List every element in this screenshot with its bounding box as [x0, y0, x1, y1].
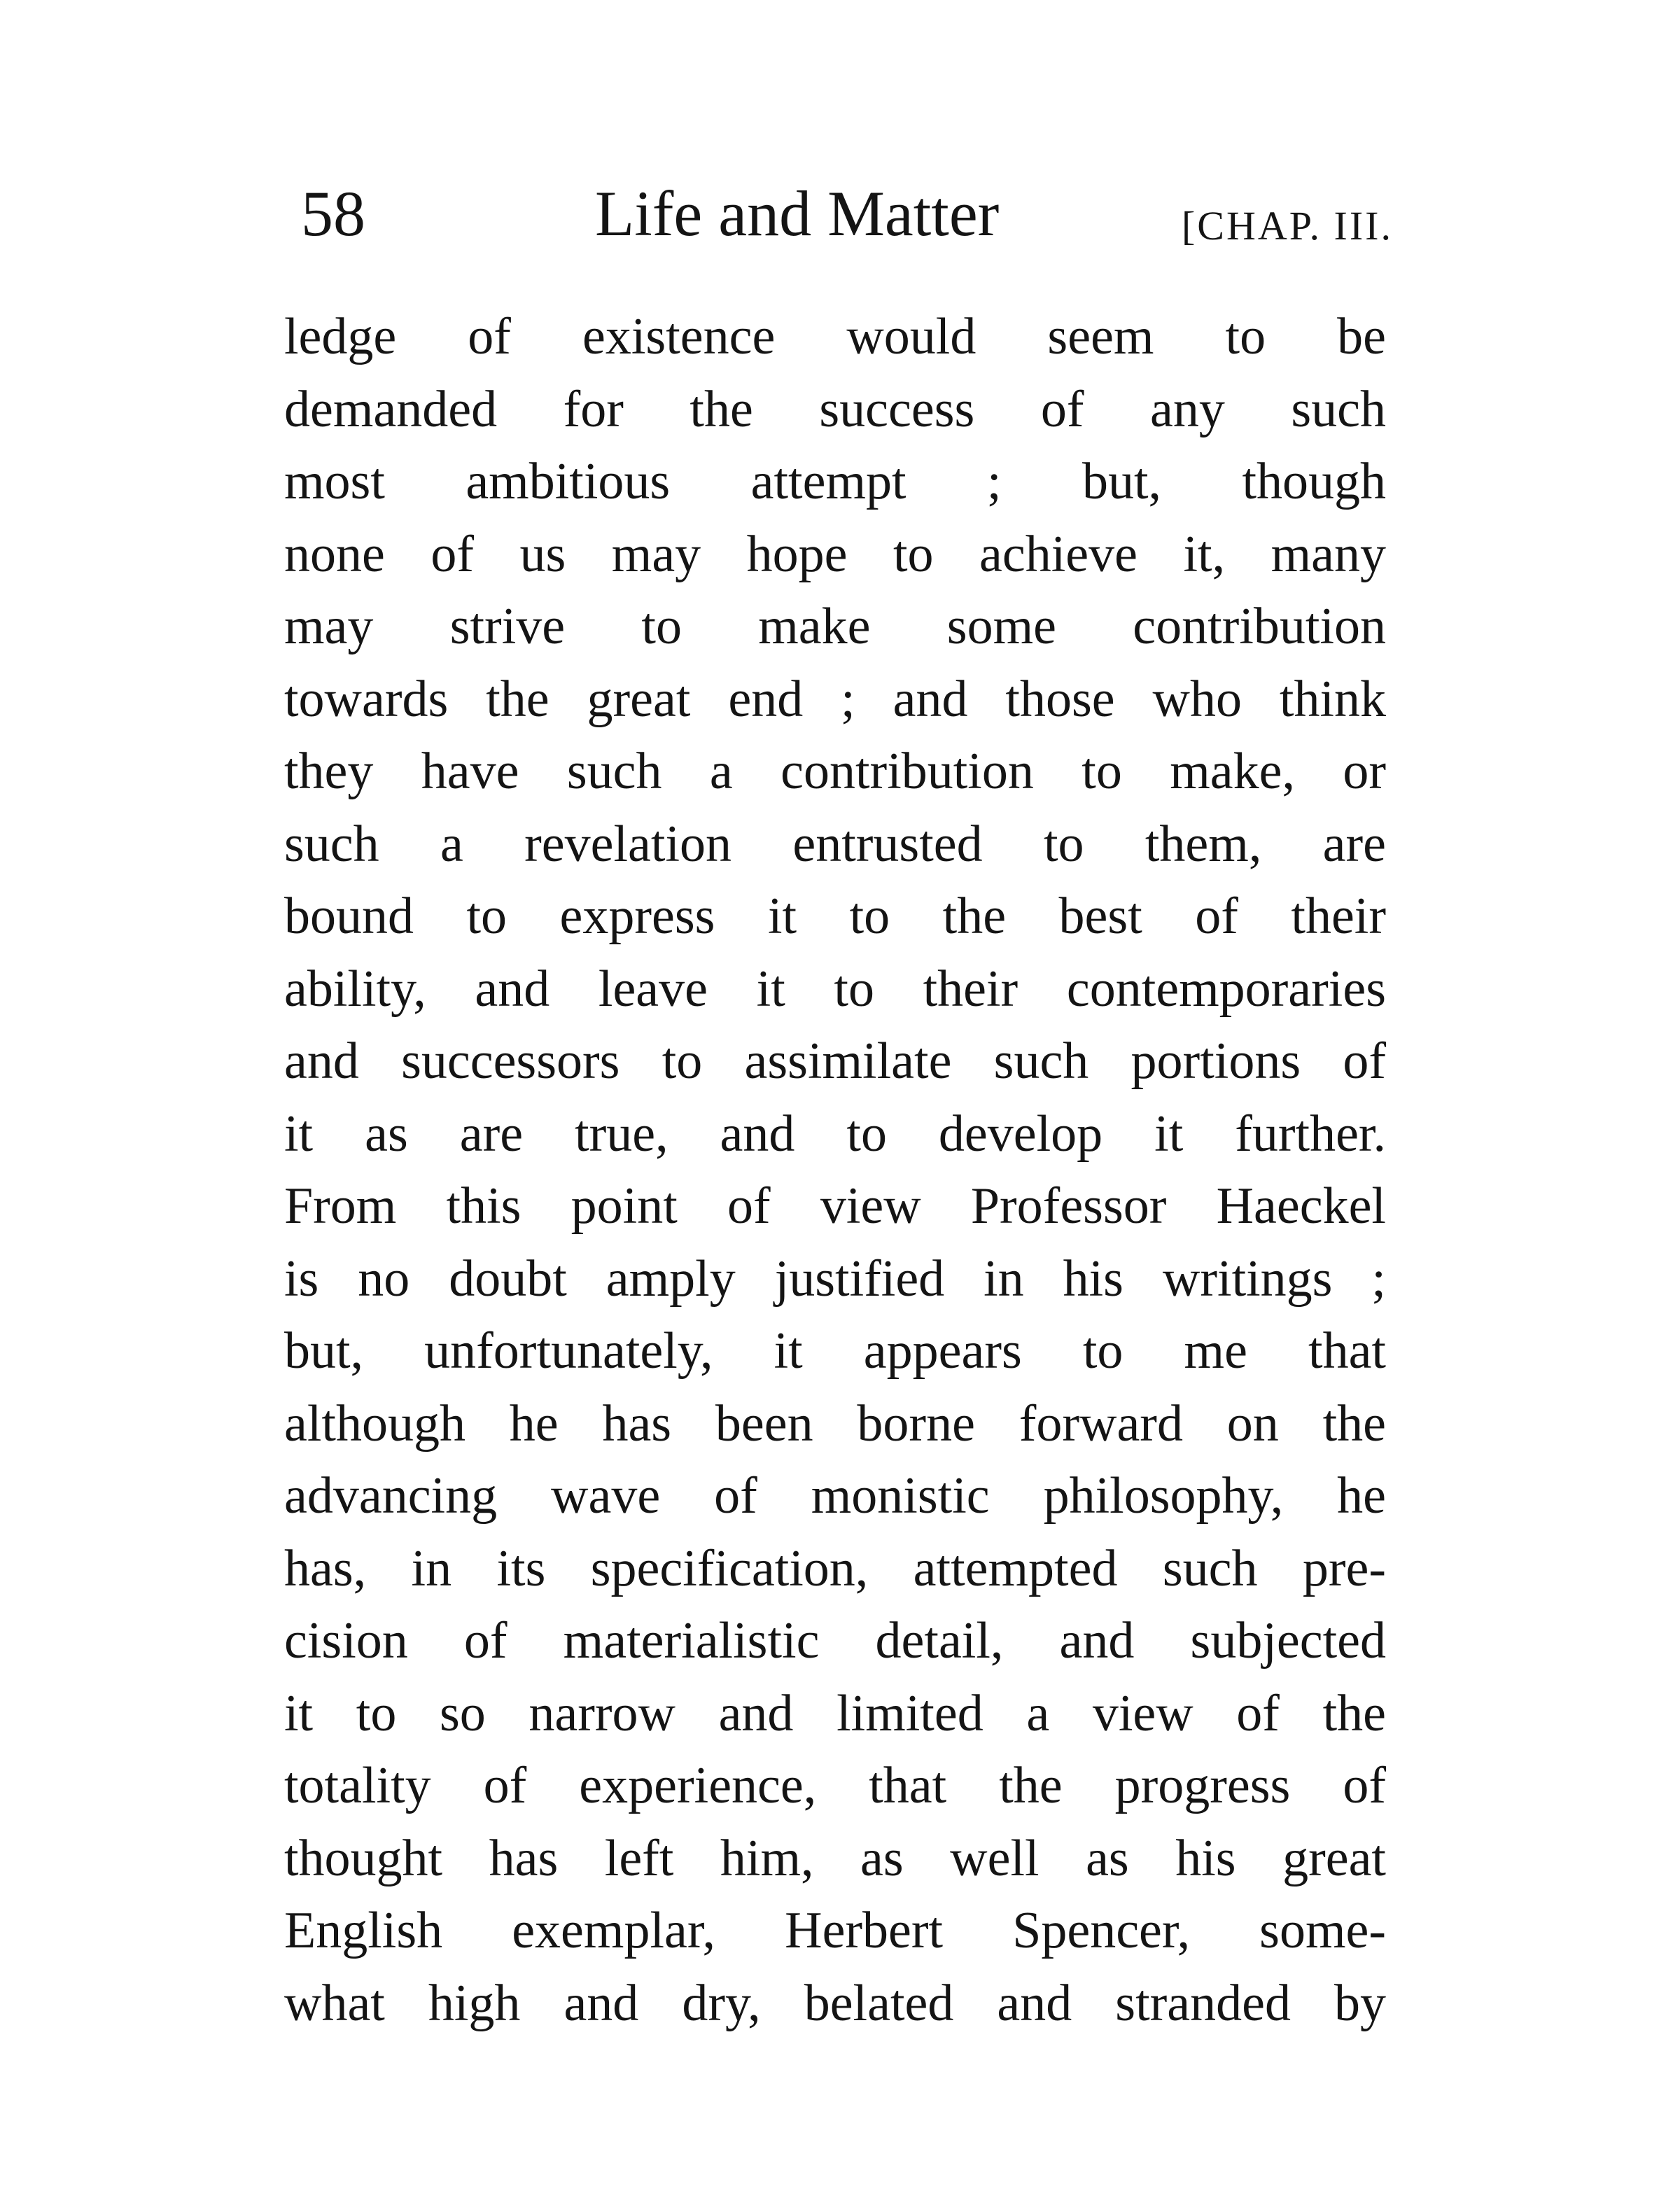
text-line: most ambitious attempt ; but, though	[284, 453, 1386, 510]
text-line: cision of materialistic detail, and subjected	[284, 1612, 1386, 1670]
text-line: From this point of view Professor Haeckel	[284, 1177, 1386, 1235]
text-line: such a revelation entrusted to them, are	[284, 815, 1386, 873]
text-line: ledge of existence would seem to be	[284, 308, 1386, 365]
text-line: none of us may hope to achieve it, many	[284, 525, 1386, 583]
text-line: may strive to make some contribution	[284, 598, 1386, 655]
text-line: towards the great end ; and those who think	[284, 670, 1386, 728]
page-header	[280, 175, 1393, 252]
text-line: what high and dry, belated and stranded by	[284, 1974, 1386, 2032]
text-line: is no doubt amply justified in his writings ;	[284, 1250, 1386, 1308]
text-line: advancing wave of monistic philosophy, he	[284, 1467, 1386, 1525]
text-line: thought has left him, as well as his great	[284, 1829, 1386, 1887]
body-text	[284, 301, 1386, 2040]
text-line: they have such a contribution to make, or	[284, 743, 1386, 800]
text-line: has, in its specification, attempted such pre-	[284, 1539, 1386, 1597]
text-line: English exemplar, Herbert Spencer, some-	[284, 1902, 1386, 1959]
text-line: it to so narrow and limited a view of the	[284, 1684, 1386, 1742]
page-number: 58	[301, 178, 365, 249]
text-line: although he has been borne forward on the	[284, 1394, 1386, 1452]
chapter-reference: [CHAP. III.	[1181, 203, 1393, 248]
text-line: demanded for the success of any such	[284, 380, 1386, 438]
text-line: totality of experience, that the progress of	[284, 1757, 1386, 1814]
text-line: and successors to assimilate such portions of	[284, 1032, 1386, 1090]
running-title: Life and Matter	[595, 178, 1000, 249]
text-line: bound to express it to the best of their	[284, 888, 1386, 945]
text-line: ability, and leave it to their contemporaries	[284, 960, 1386, 1018]
text-line: but, unfortunately, it appears to me that	[284, 1322, 1386, 1380]
text-line: it as are true, and to develop it further.	[284, 1105, 1386, 1163]
